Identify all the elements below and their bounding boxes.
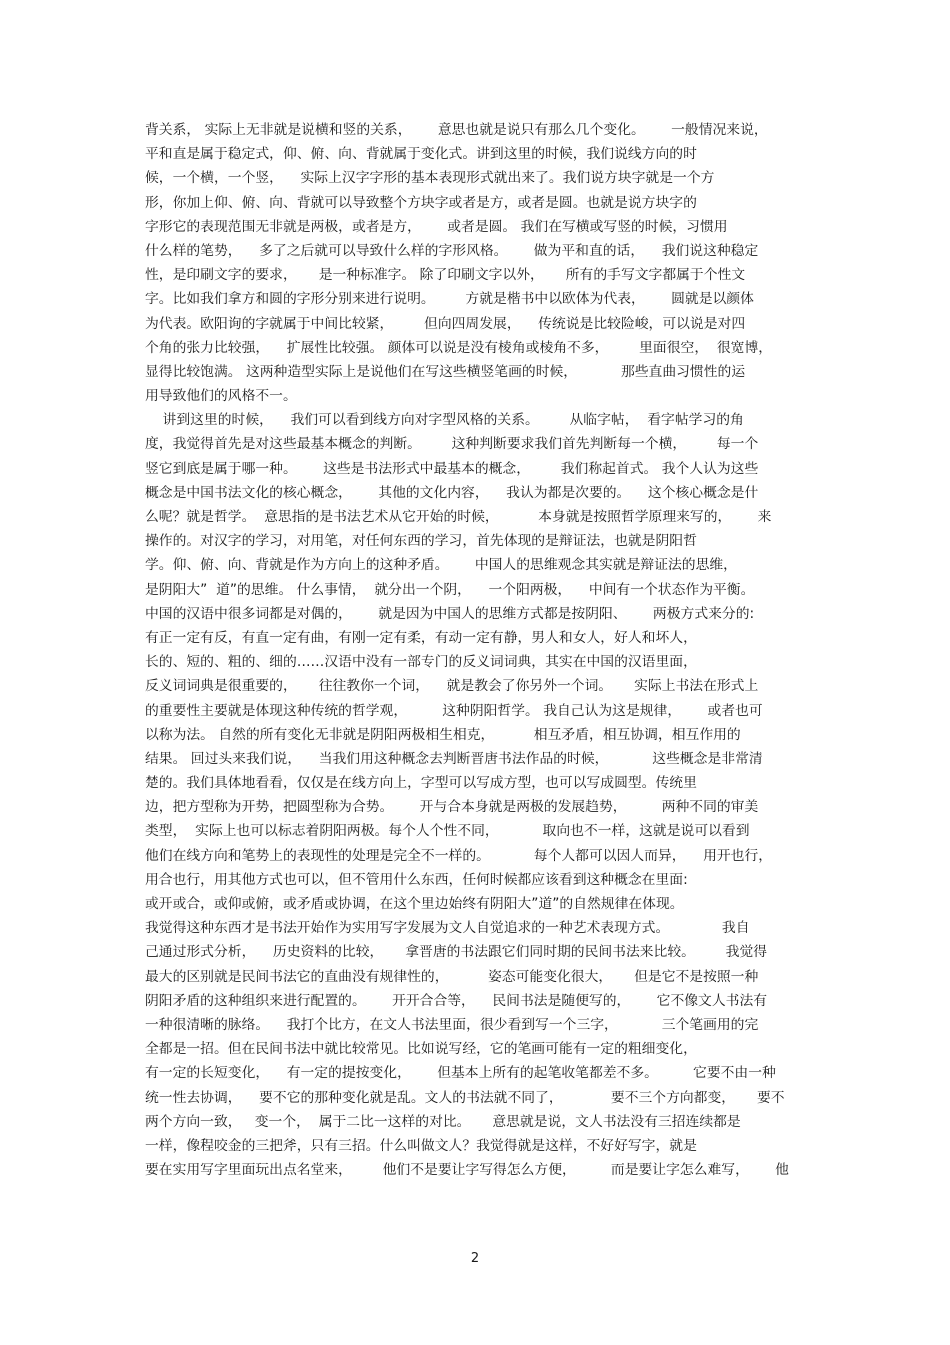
- text-line: 候，一个横，一个竖， 实际上汉字字形的基本表现形式就出来了。我们说方块字就是一个方: [145, 170, 715, 187]
- text-line: 以称为法。 自然的所有变化无非就是阴阳两极相生相克， 相互矛盾，相互协调，相互作用的: [145, 726, 741, 743]
- text-line: 反义词词典是很重要的， 往往教你一个词， 就是教会了你另外一个词。 实际上书法在形式上: [145, 678, 759, 695]
- text-line: 一样，像程咬金的三把斧，只有三招。什么叫做文人？我觉得就是这样，不好好写字，就是: [145, 1137, 697, 1154]
- page-number: 2: [470, 1251, 480, 1266]
- text-line: 用导致他们的风格不一。: [145, 388, 297, 405]
- text-line: 个角的张力比较强， 扩展性比较强。 颜体可以说是没有棱角或棱角不多， 里面很空， 很宽博，: [145, 339, 773, 356]
- text-line: 中国的汉语中很多词都是对偶的， 就是因为中国人的思维方式都是按阴阳、 两极方式来分的:: [145, 605, 755, 622]
- text-line: 结果。 回过头来我们说， 当我们用这种概念去判断晋唐书法作品的时候， 这些概念是非常清: [145, 750, 763, 767]
- text-line: 统一性去协调， 要不它的那种变化就是乱。文人的书法就不同了， 要不三个方向都变， 要不: [145, 1089, 785, 1106]
- body-text: [145, 118, 807, 1182]
- text-line: 背关系， 实际上无非就是说横和竖的关系， 意思也就是说只有那么几个变化。 一般情况来说，: [145, 122, 768, 138]
- text-line: 学。仰、俯、向、背就是作为方向上的这种矛盾。 中国人的思维观念其实就是辩证法的思维，: [145, 557, 737, 574]
- text-line: 字形它的表现范围无非就是两极，或者是方， 或者是圆。 我们在写横或写竖的时候，习惯用: [145, 218, 728, 235]
- text-line: 概念是中国书法文化的核心概念， 其他的文化内容， 我认为都是次要的。 这个核心概念是什: [145, 484, 759, 501]
- text-line: 全都是一招。但在民间书法中就比较常见。比如说写经，它的笔画可能有一定的粗细变化，: [145, 1041, 697, 1058]
- text-line: 竖它到底是属于哪一种。 这些是书法形式中最基本的概念， 我们称起首式。 我个人认为这些: [145, 460, 759, 477]
- text-line: 么呢？就是哲学。 意思指的是书法艺术从它开始的时候， 本身就是按照哲学原理来写的， 来: [145, 509, 772, 525]
- text-line: 操作的。对汉字的学习，对用笔，对任何东西的学习，首先体现的是辩证法，也就是阴阳哲: [145, 533, 697, 550]
- text-line: 性，是印刷文字的要求， 是一种标准字。 除了印刷文字以外， 所有的手写文字都属于个性文: [145, 267, 746, 284]
- text-line: 阴阳矛盾的这种组织来进行配置的。 开开合合等， 民间书法是随便写的， 它不像文人书法有: [145, 992, 768, 1009]
- text-line: 字。比如我们拿方和圆的字形分别来进行说明。 方就是楷书中以欧体为代表， 圆就是以颜体: [145, 291, 754, 308]
- text-line: 什么样的笔势， 多了之后就可以导致什么样的字形风格。 做为平和直的话， 我们说这种稳定: [145, 242, 759, 259]
- text-line: 最大的区别就是民间书法它的直曲没有规律性的， 姿态可能变化很大， 但是它不是按照一种: [145, 968, 759, 985]
- text-line: 或开或合，或仰或俯，或矛盾或协调，在这个里边始终有阴阳大”道”的自然规律在体现。: [145, 896, 684, 912]
- text-line: 度，我觉得首先是对这些最基本概念的判断。 这种判断要求我们首先判断每一个横， 每一个: [145, 436, 759, 453]
- text-line: 我觉得这种东西才是书法开始作为实用写字发展为文人自觉追求的一种艺术表现方式。 我自: [145, 920, 750, 937]
- text-line: 类型， 实际上也可以标志着阴阳两极。每个人个性不同， 取向也不一样，这就是说可以看到: [145, 823, 750, 840]
- text-line: 显得比较饱满。 这两种造型实际上是说他们在写这些横竖笔画的时候， 那些直曲习惯性的运: [145, 363, 746, 380]
- text-line: 为代表。欧阳询的字就属于中间比较紧， 但向四周发展， 传统说是比较险峻，可以说是对四: [145, 315, 746, 332]
- text-line: 有正一定有反，有直一定有曲，有刚一定有柔，有动一定有静，男人和女人，好人和坏人，: [145, 629, 697, 646]
- text-line: 要在实用写字里面玩出点名堂来， 他们不是要让字写得怎么方便， 而是要让字怎么难写， 他: [145, 1162, 789, 1179]
- text-line: 边，把方型称为开势，把圆型称为合势。 开与合本身就是两极的发展趋势， 两种不同的审美: [145, 799, 759, 816]
- text-line: 有一定的长短变化， 有一定的提按变化， 但基本上所有的起笔收笔都差不多。 它要不由一种: [145, 1065, 776, 1082]
- text-line: 是阴阳大” 道”的思维。 什么事情， 就分出一个阴， 一个阳两极， 中间有一个状态作为平衡。: [145, 581, 755, 598]
- text-line: 讲到这里的时候， 我们可以看到线方向对字型风格的关系。 从临字帖， 看字帖学习的角: [145, 412, 744, 429]
- text-line: 的重要性主要就是体现这种传统的哲学观， 这种阴阳哲学。 我自己认为这是规律， 或者也可: [145, 702, 763, 719]
- text-line: 两个方向一致， 变一个， 属于二比一这样的对比。 意思就是说，文人书法没有三招连续都是: [145, 1113, 741, 1130]
- text-line: 己通过形式分析， 历史资料的比较， 拿晋唐的书法跟它们同时期的民间书法来比较。 我觉得: [145, 944, 768, 961]
- text-line: 形，你加上仰、俯、向、背就可以导致整个方块字或者是方，或者是圆。也就是说方块字的: [145, 194, 697, 211]
- text-line: 他们在线方向和笔势上的表现性的处理是完全不一样的。 每个人都可以因人而异， 用开也行，: [145, 847, 773, 864]
- text-line: 平和直是属于稳定式，仰、俯、向、背就属于变化式。讲到这里的时候，我们说线方向的时: [145, 146, 697, 163]
- text-line: 一种很清晰的脉络。 我打个比方，在文人书法里面，很少看到写一个三字， 三个笔画用的完: [145, 1016, 759, 1033]
- text-line: 长的、短的、粗的、细的……汉语中没有一部专门的反义词词典，其实在中国的汉语里面，: [145, 654, 697, 671]
- text-line: 楚的。我们具体地看看，仅仅是在线方向上，字型可以写成方型，也可以写成圆型。传统里: [145, 775, 697, 792]
- text-line: 用合也行，用其他方式也可以，但不管用什么东西，任何时候都应该看到这种概念在里面:: [145, 871, 688, 888]
